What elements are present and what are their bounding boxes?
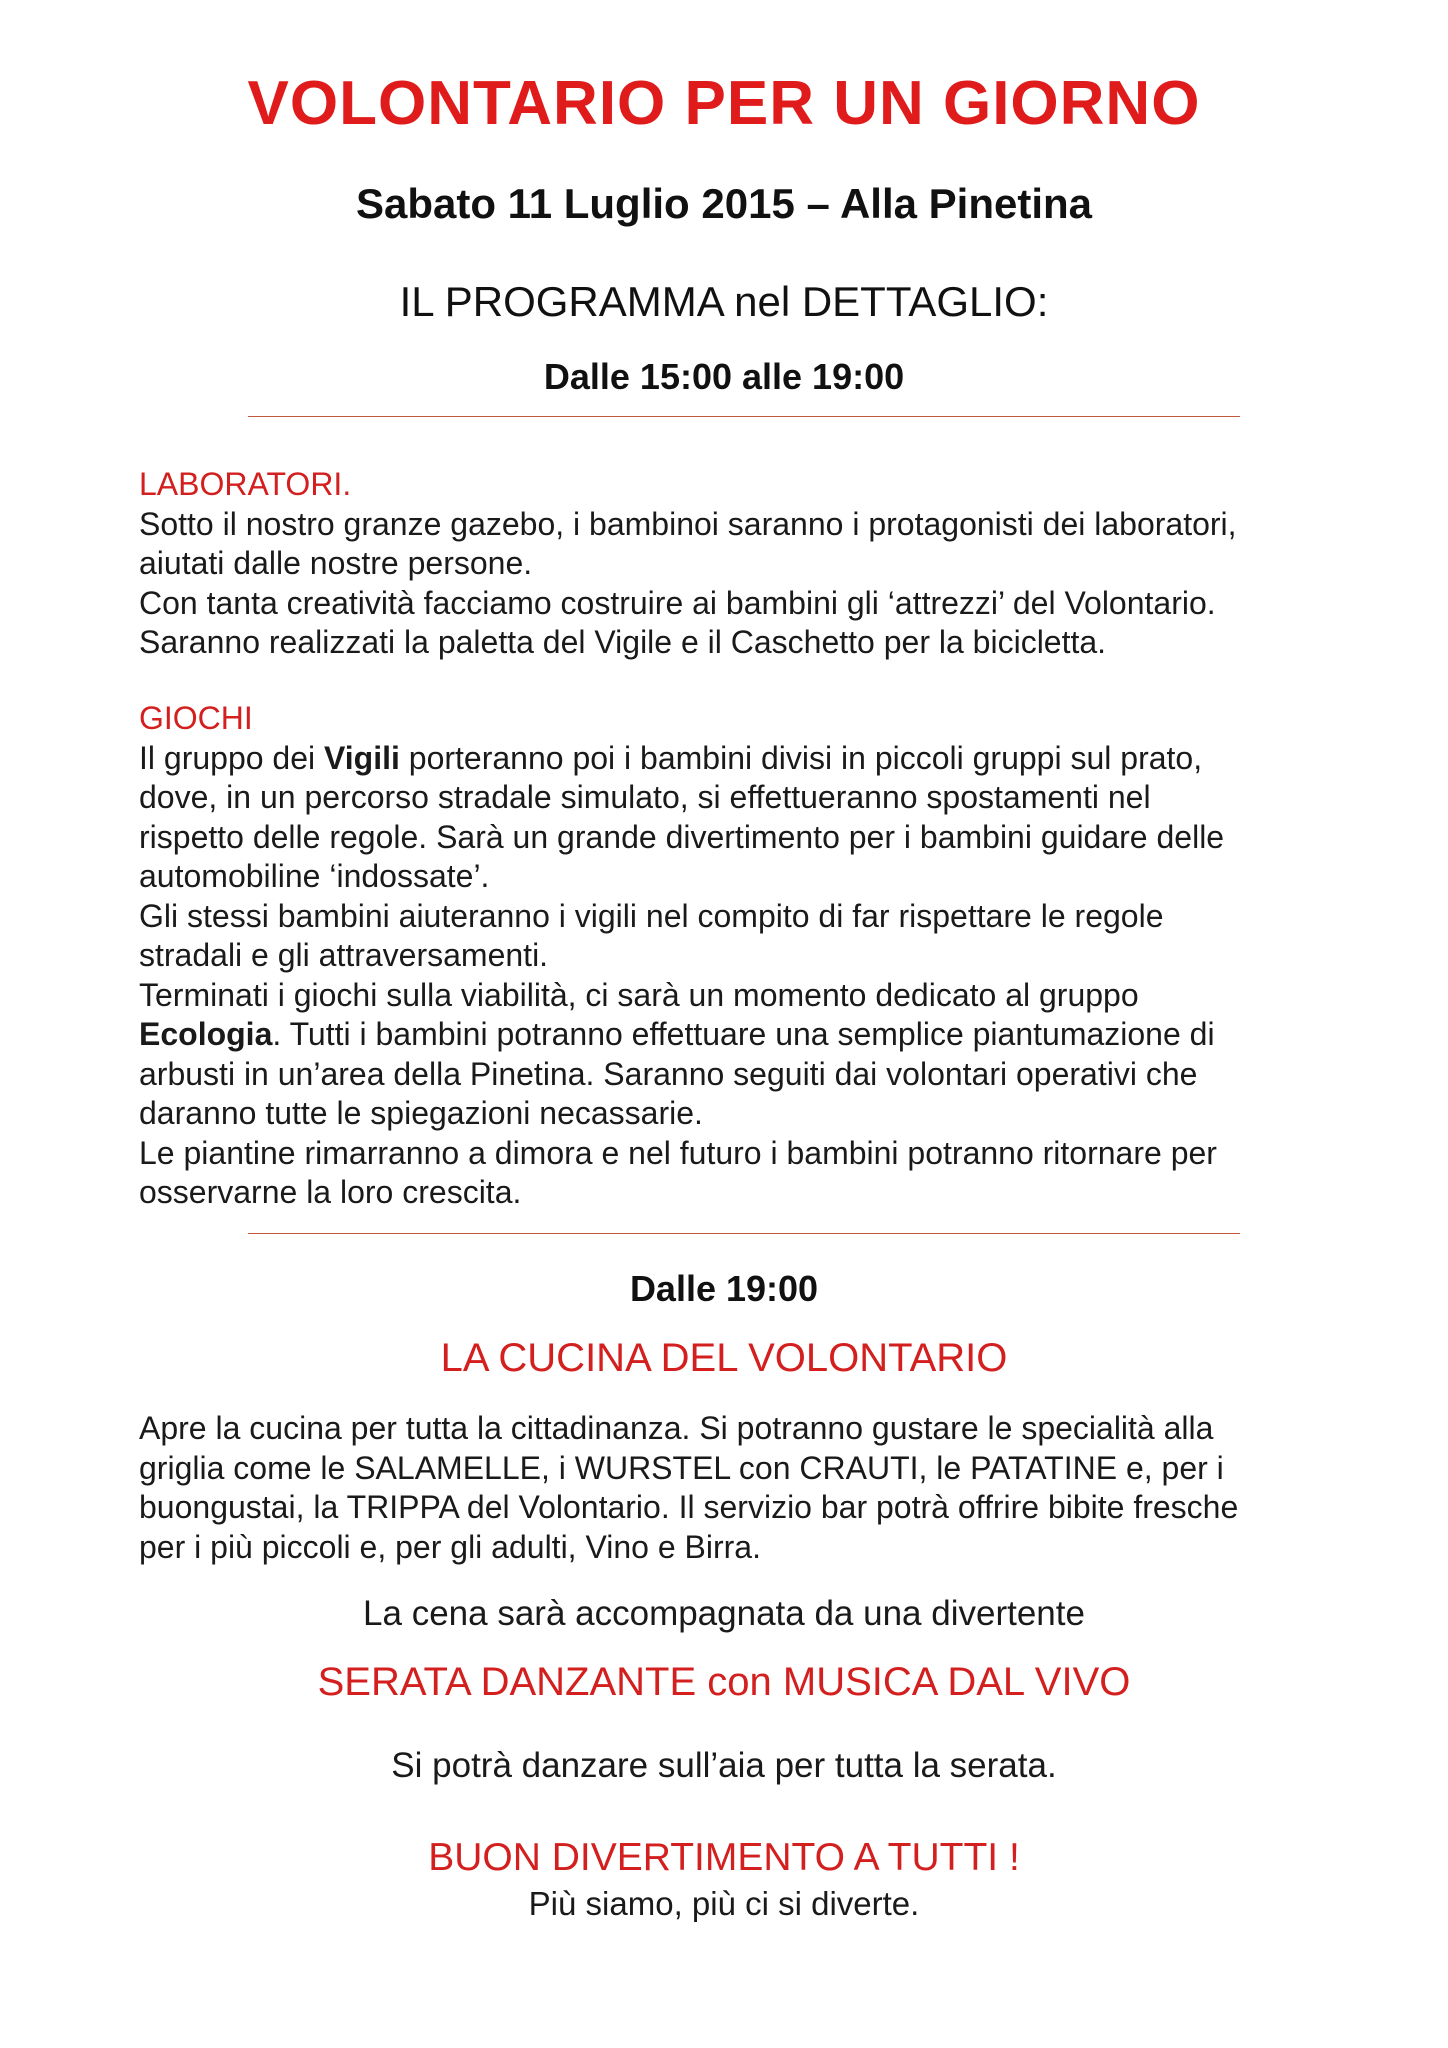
ecologia-bold: Ecologia — [139, 1016, 273, 1052]
giochi-line: Terminati i giochi sulla viabilità, ci sarà un momento dedicato al gruppo — [139, 976, 1139, 1013]
giochi-line1-post: porteranno poi i bambini divisi in piccoli gruppi sul prato, — [399, 739, 1203, 776]
giochi-line: Le piantine rimarranno a dimora e nel futuro i bambini potranno ritornare per — [139, 1134, 1217, 1171]
ecologia-post: . Tutti i bambini potranno effettuare una semplice piantumazione di — [272, 1016, 1215, 1052]
giochi-line: dove, in un percorso stradale simulato, si effettueranno spostamenti nel — [139, 779, 1151, 815]
giochi-line: automobiline ‘indossate’. — [139, 858, 490, 894]
cucina-line: buongustai, la TRIPPA del Volontario. Il servizio bar potrà offrire bibite fresche — [139, 1489, 1239, 1525]
cucina-line: per i più piccoli e, per gli adulti, Vino e Birra. — [139, 1528, 761, 1565]
giochi-line — [139, 1015, 1339, 1055]
laboratori-line: Saranno realizzati la paletta del Vigile e il Caschetto per la bicicletta. — [139, 624, 1107, 660]
serata-danzante: SERATA DANZANTE con MUSICA DAL VIVO — [317, 1660, 1131, 1704]
programma-heading: IL PROGRAMMA nel DETTAGLIO: — [399, 278, 1049, 325]
laboratori-line: Sotto il nostro granze gazebo, i bambinoi saranno i protagonisti dei laboratori, — [139, 505, 1237, 542]
giochi-line: Gli stessi bambini aiuteranno i vigili nel compito di far rispettare le regole — [139, 897, 1164, 934]
divider-top — [248, 416, 1240, 417]
vigili-bold: Vigili — [324, 739, 400, 776]
cucina-line: griglia come le SALAMELLE, i WURSTEL con CRAUTI, le PATATINE e, per i — [139, 1449, 1224, 1486]
laboratori-line: aiutati dalle nostre persone. — [139, 545, 533, 581]
giochi-section — [139, 699, 1339, 1213]
giochi-line — [139, 739, 1339, 779]
danzare-text: Si potrà danzare sull’aia per tutta la serata. — [391, 1746, 1057, 1785]
cucina-section — [139, 1409, 1339, 1567]
laboratori-line: Con tanta creatività facciamo costruire ai bambini gli ‘attrezzi’ del Volontario. — [139, 584, 1216, 621]
buon-divertimento: BUON DIVERTIMENTO A TUTTI ! — [428, 1836, 1020, 1879]
cena-text: La cena sarà accompagnata da una divertente — [363, 1594, 1085, 1633]
afternoon-time: Dalle 15:00 alle 19:00 — [543, 356, 905, 397]
closing-line: Più siamo, più ci si diverte. — [528, 1885, 920, 1922]
cucina-title: LA CUCINA DEL VOLONTARIO — [440, 1336, 1008, 1380]
laboratori-section — [139, 465, 1339, 663]
giochi-line: daranno tutte le spiegazioni necassarie. — [139, 1095, 703, 1131]
giochi-line: stradali e gli attraversamenti. — [139, 937, 549, 973]
giochi-line: arbusti in un’area della Pinetina. Saranno seguiti dai volontari operativi che — [139, 1055, 1198, 1092]
giochi-line1-pre: Il gruppo dei — [139, 739, 325, 776]
evening-time: Dalle 19:00 — [629, 1268, 819, 1309]
laboratori-heading: LABORATORI. — [139, 466, 352, 502]
main-title: VOLONTARIO PER UN GIORNO — [247, 69, 1201, 138]
giochi-heading: GIOCHI — [139, 700, 253, 736]
divider-bottom — [248, 1233, 1240, 1234]
event-date-location: Sabato 11 Luglio 2015 – Alla Pinetina — [355, 180, 1093, 227]
cucina-line: Apre la cucina per tutta la cittadinanza. Si potranno gustare le specialità alla — [139, 1410, 1214, 1446]
giochi-line: osservarne la loro crescita. — [139, 1174, 522, 1210]
giochi-line: rispetto delle regole. Sarà un grande divertimento per i bambini guidare delle — [139, 818, 1225, 855]
